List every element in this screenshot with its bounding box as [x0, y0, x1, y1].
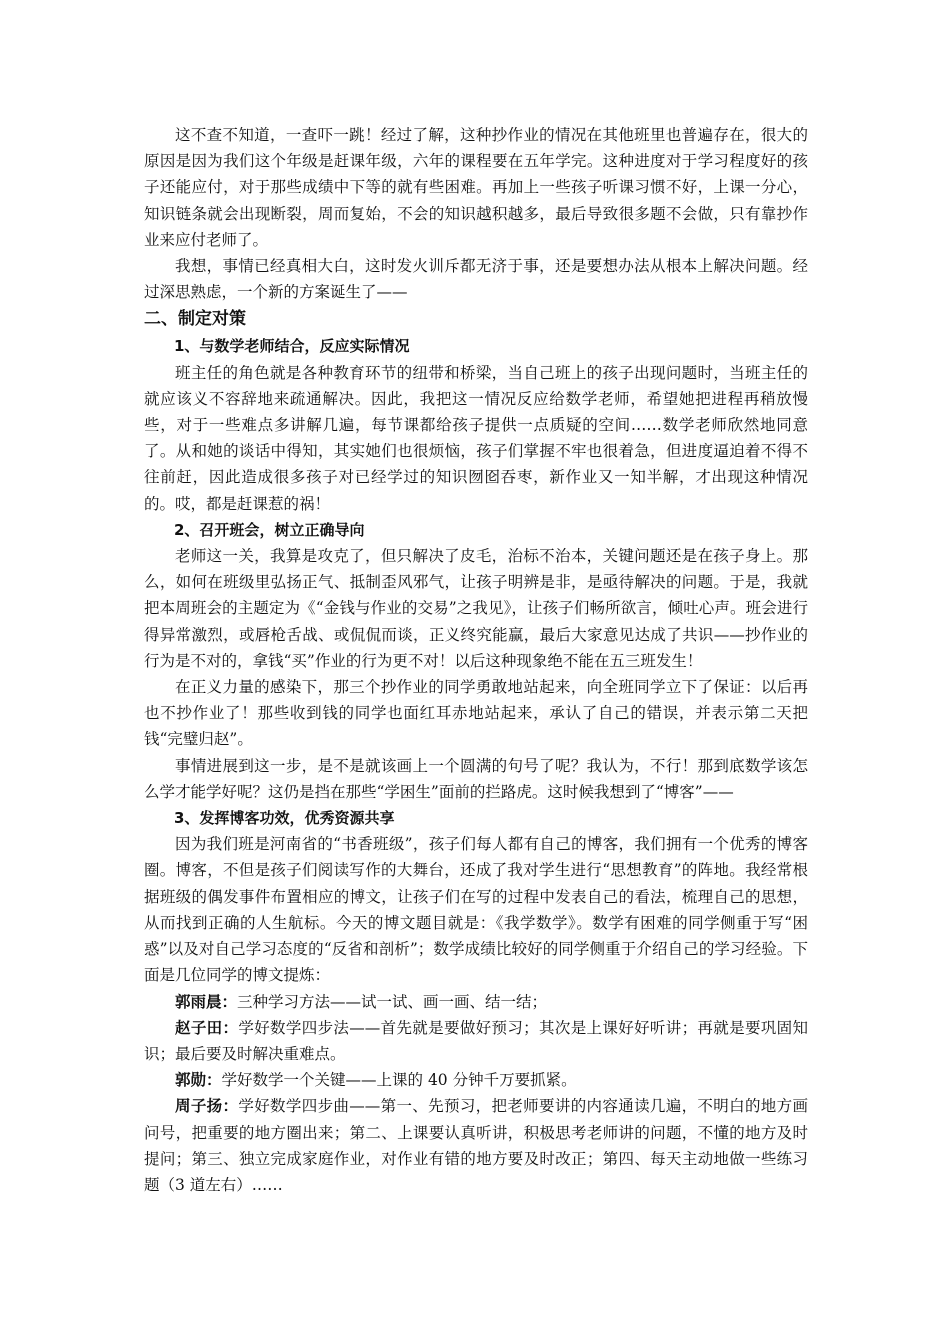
student-text: 学好数学四步曲——第一、先预习，把老师要讲的内容通读几遍，不明白的地方画问号，把重要的地方圈出来；第二、上课要认真听讲，积极思考老师讲的问题，不懂的地方及时提问；第三、独立完成家庭作业，对作业有错的地方要及时改正；第四、每天主动地做一些练习题（3 道左右）……	[144, 1097, 808, 1194]
student-name: 周子扬：	[175, 1097, 239, 1116]
section-title: 二、制定对策	[144, 309, 246, 330]
student-text: 学好数学四步法——首先就是要做好预习；其次是上课好好听讲；再就是要巩固知识；最后要及时解决重难点。	[144, 1018, 808, 1063]
subsection-1-paragraph: 班主任的角色就是各种教育环节的纽带和桥梁，当自己班上的孩子出现问题时，当班主任的就应该义不容辞地来疏通解决。因此，我把这一情况反应给数学老师，希望她把进程再稍放慢些，对于一些难点多讲解几遍，每节课都给孩子提供一点质疑的空间……数学老师欣然地同意了。从和她的谈话中得知，其实她们也很烦恼，孩子们掌握不牢也很着急，但进度逼迫着不得不往前赶，因此造成很多孩子对已经学过的知识囫囵吞枣，新作业又一知半解，才出现这种情况的。哎，都是赶课惹的祸！	[144, 363, 808, 513]
student-entry	[144, 989, 808, 1015]
student-text: 三种学习方法——试一试、画一画、结一结；	[237, 992, 548, 1011]
subsection-2-title: 2、召开班会，树立正确导向	[174, 520, 365, 539]
document-body	[144, 122, 808, 1198]
subsection-2-paragraph-1: 老师这一关，我算是攻克了，但只解决了皮毛，治标不治本，关键问题还是在孩子身上。那么，如何在班级里弘扬正气、抵制歪风邪气，让孩子明辨是非，是亟待解决的问题。于是，我就把本周班会的主题定为《“金钱与作业的交易”之我见》，让孩子们畅所欲言，倾吐心声。班会进行得异常激烈，或唇枪舌战、或侃侃而谈，正义终究能赢，最后大家意见达成了共识——抄作业的行为是不对的，拿钱“买”作业的行为更不对！以后这种现象绝不能在五三班发生！	[144, 547, 808, 670]
intro-paragraph-1: 这不查不知道，一查吓一跳！经过了解，这种抄作业的情况在其他班里也普遍存在，很大的原因是因为我们这个年级是赶课年级，六年的课程要在五年学完。这种进度对于学习程度好的孩子还能应付，对于那些成绩中下等的就有些困难。再加上一些孩子听课习惯不好，上课一分心，知识链条就会出现断裂，周而复始，不会的知识越积越多，最后导致很多题不会做，只有靠抄作业来应付老师了。	[144, 126, 808, 249]
subsection-2-paragraph-2: 在正义力量的感染下，那三个抄作业的同学勇敢地站起来，向全班同学立下了保证：以后再也不抄作业了！那些收到钱的同学也面红耳赤地站起来，承认了自己的错误，并表示第二天把钱“完璧归赵”。	[144, 678, 808, 749]
subsection-3-paragraph: 因为我们班是河南省的“书香班级”，孩子们每人都有自己的博客，我们拥有一个优秀的博客圈。博客，不但是孩子们阅读写作的大舞台，还成了我对学生进行“思想教育”的阵地。我经常根据班级的偶发事件布置相应的博文，让孩子们在写的过程中发表自己的看法，梳理自己的思想，从而找到正确的人生航标。今天的博文题目就是：《我学数学》。数学有困难的同学侧重于写“困惑”以及对自己学习态度的“反省和剖析”；数学成绩比较好的同学侧重于介绍自己的学习经验。下面是几位同学的博文提炼：	[144, 835, 808, 985]
student-text: 学好数学一个关键——上课的 40 分钟千万要抓紧。	[221, 1071, 577, 1090]
intro-paragraph-2: 我想，事情已经真相大白，这时发火训斥都无济于事，还是要想办法从根本上解决问题。经过深思熟虑，一个新的方案诞生了——	[144, 257, 808, 302]
student-entry	[144, 1015, 808, 1067]
student-name: 赵子田：	[175, 1018, 239, 1037]
student-name: 郭勋：	[175, 1071, 222, 1090]
student-entry	[144, 1067, 808, 1093]
subsection-3-title: 3、发挥博客功效，优秀资源共享	[174, 809, 395, 828]
student-name: 郭雨晨：	[175, 992, 238, 1011]
subsection-1-title: 1、与数学老师结合，反应实际情况	[174, 337, 410, 356]
student-entry	[144, 1093, 808, 1198]
subsection-2-paragraph-3: 事情进展到这一步，是不是就该画上一个圆满的句号了呢？我认为，不行！那到底数学该怎么学才能学好呢？这仍是挡在那些“学困生”面前的拦路虎。这时候我想到了“博客”——	[144, 756, 808, 801]
